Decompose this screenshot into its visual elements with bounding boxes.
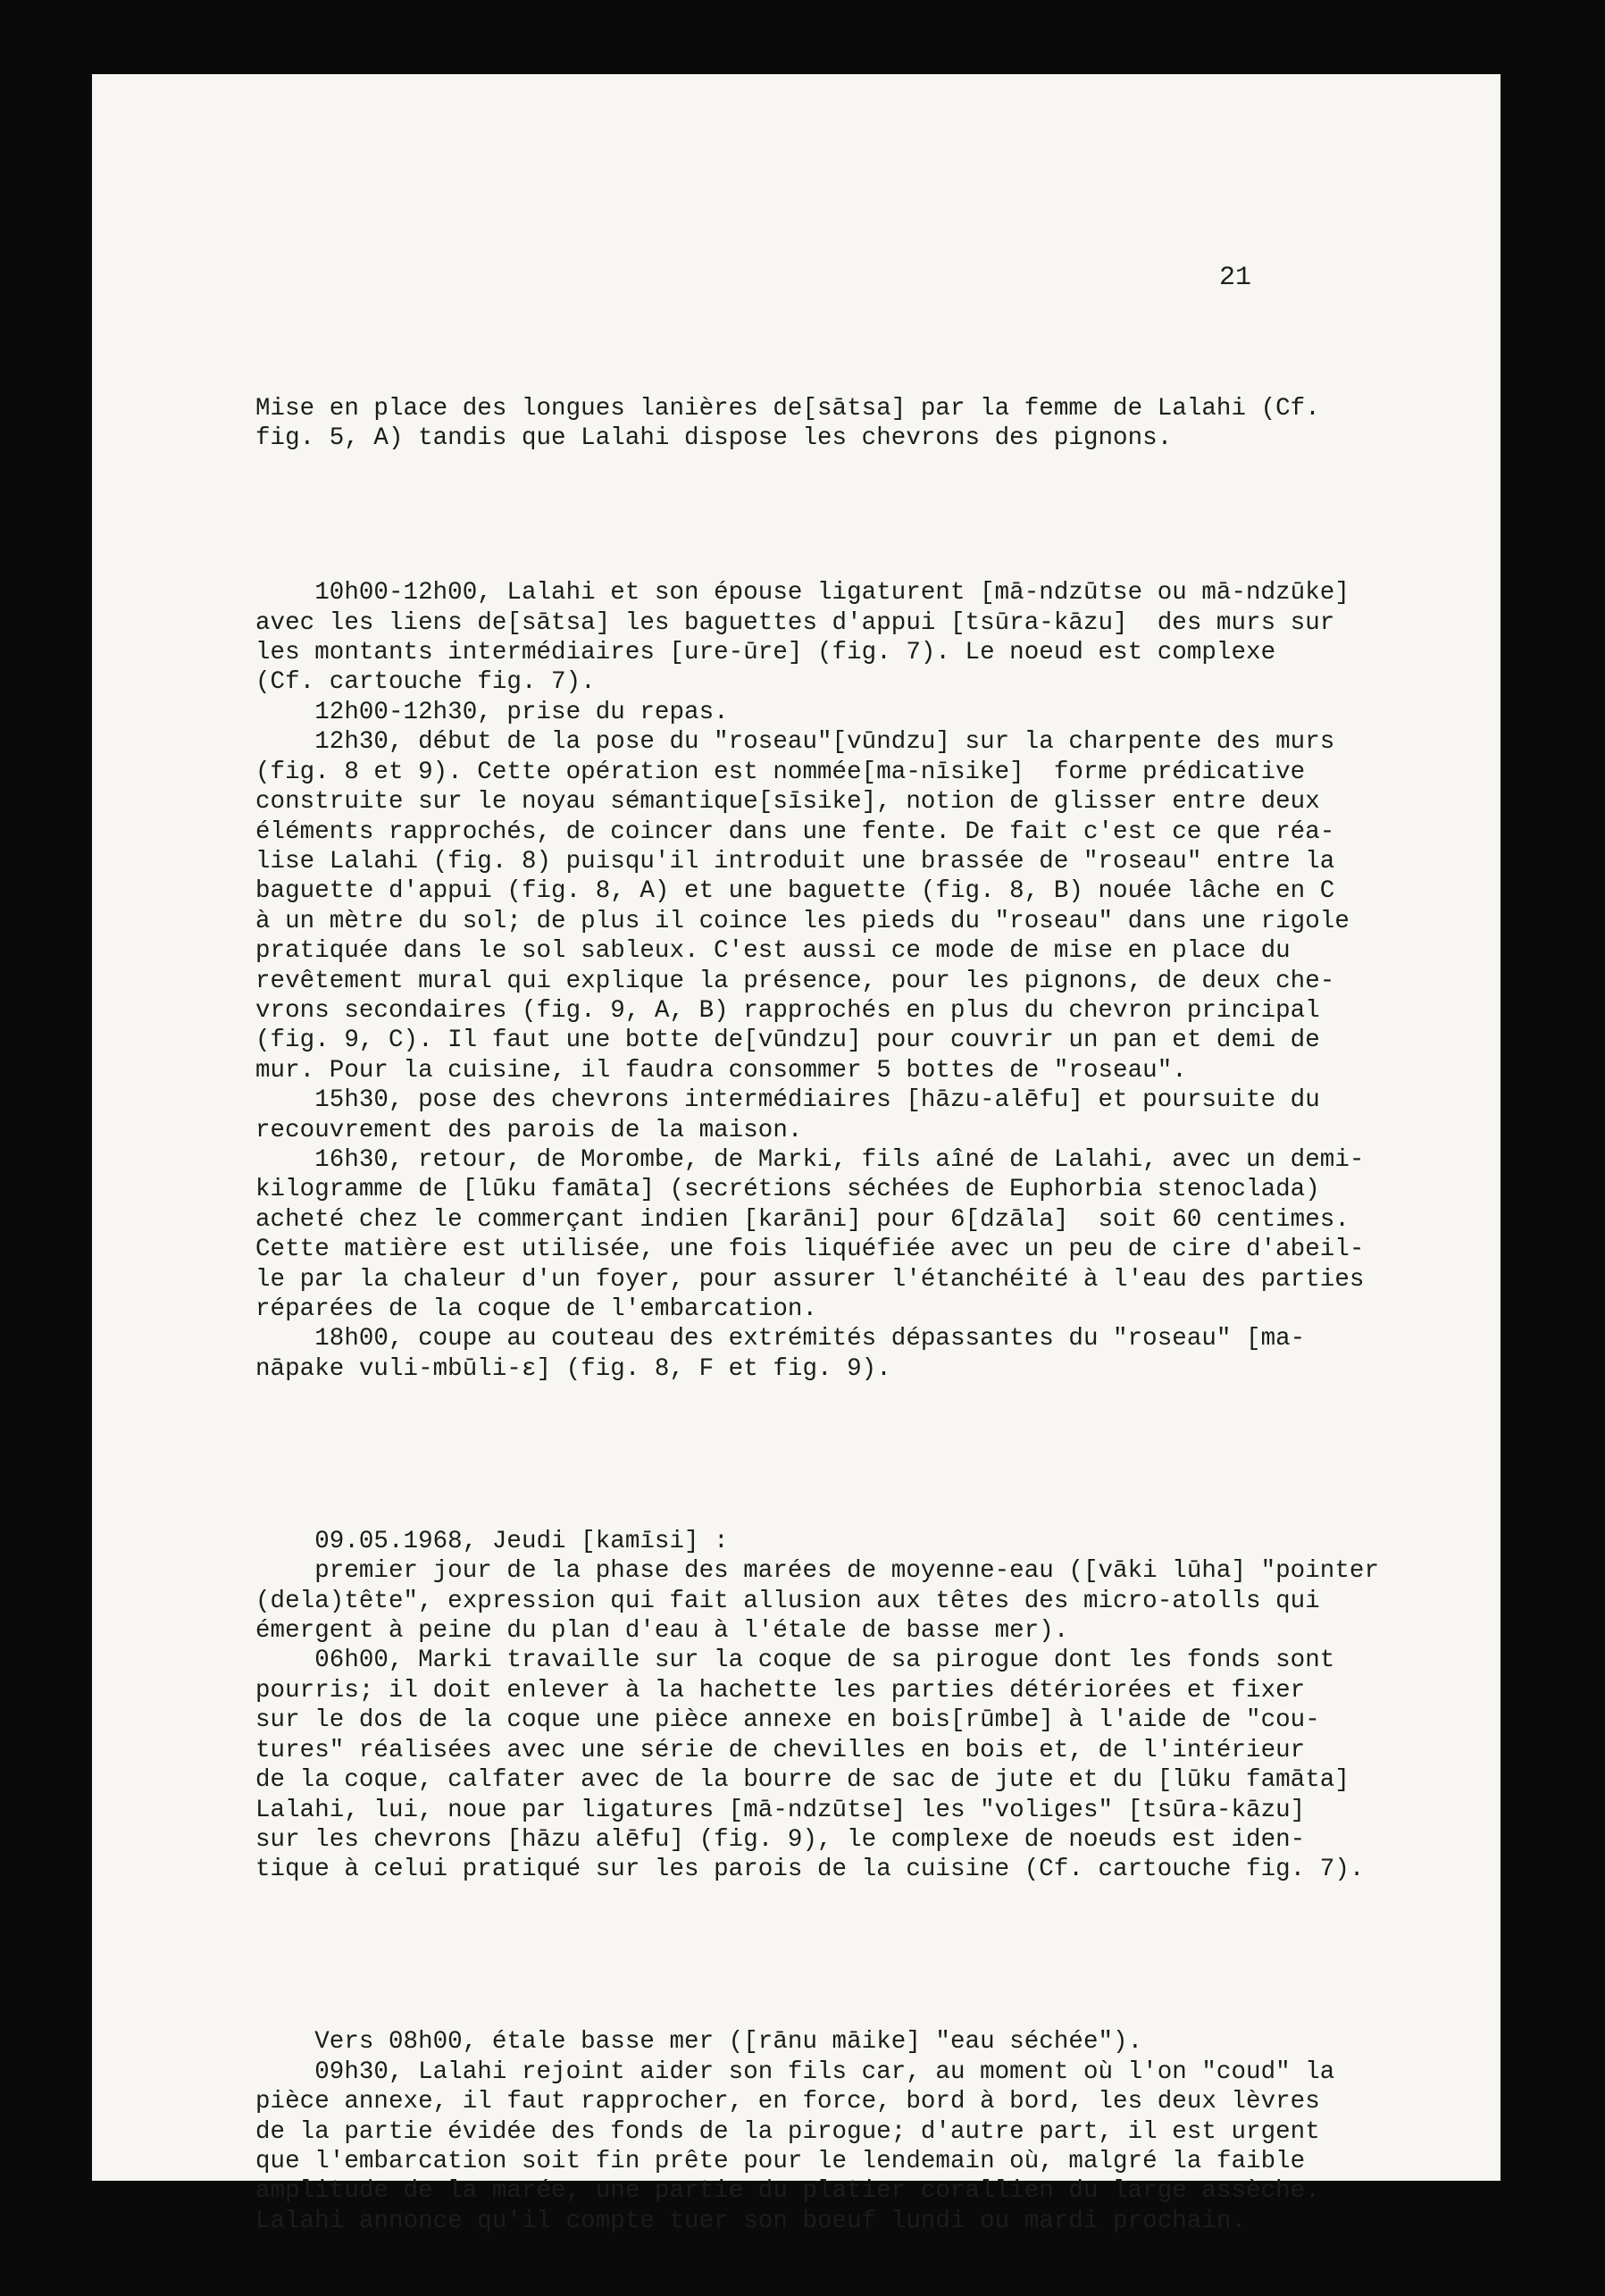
- page-number: 21: [1219, 263, 1252, 293]
- paragraph-3: 09.05.1968, Jeudi [kamīsi] : premier jour de la phase des marées de moyenne-eau ([vāki lūha] "pointer (dela)tête", expression qui fait allusion aux têtes des micro-atolls qui émergent à peine du plan d'eau à l'étale de basse mer). 06h00, Marki travaille sur la coque de sa pirogue dont les fonds sont pourris; il doit enlever à la hachette les parties détériorées et fixer sur le dos de la coque une pièce annexe en bois[rūmbe] à l'aide de "cou- tures" réalisées avec une série de chevilles en bois et, de l'intérieur de la coque, calfater avec de la bourre de sac de jute et du [lūku famāta] Lalahi, lui, noue par ligatures [mā-ndzūtse] les "voliges" [tsūra-kāzu] sur les chevrons [hāzu alēfu] (fig. 9), le complexe de noeuds est iden- tique à celui pratiqué sur les parois de la cuisine (Cf. cartouche fig. 7).: [255, 1527, 1380, 1884]
- paragraph-2: 10h00-12h00, Lalahi et son épouse ligaturent [mā-ndzūtse ou mā-ndzūke] avec les liens de[sātsa] les baguettes d'appui [tsūra-kāzu] des murs sur les montants intermédiaires [ure-ūre] (fig. 7). Le noeud est complexe (Cf. cartouche fig. 7). 12h00-12h30, prise du repas. 12h30, début de la pose du "roseau"[vūndzu] sur la charpente des murs (fig. 8 et 9). Cette opération est nommée[ma-nīsike] forme prédicative construite sur le noyau sémantique[sīsike], notion de glisser entre deux éléments rapprochés, de coincer dans une fente. De fait c'est ce que réa- lise Lalahi (fig. 8) puisqu'il introduit une brassée de "roseau" entre la baguette d'appui (fig. 8, A) et une baguette (fig. 8, B) nouée lâche en C à un mètre du sol; de plus il coince les pieds du "roseau" dans une rigole pratiquée dans le sol sableux. C'est aussi ce mode de mise en place du revêtement mural qui explique la présence, pour les pignons, de deux che- vrons secondaires (fig. 9, A, B) rapprochés en plus du chevron principal (fig. 9, C). Il faut une botte de[vūndzu] pour couvrir un pan et demi de mur. Pour la cuisine, il faudra consommer 5 bottes de "roseau". 15h30, pose des chevrons intermédiaires [hāzu-alēfu] et poursuite du recouvrement des parois de la maison. 16h30, retour, de Morombe, de Marki, fils aîné de Lalahi, avec un demi- kilogramme de [lūku famāta] (secrétions séchées de Euphorbia stenoclada) acheté chez le commerçant indien [karāni] pour 6[dzāla] soit 60 centimes. Cette matière est utilisée, une fois liquéfiée avec un peu de cire d'abeil- le par la chaleur d'un foyer, pour assurer l'étanchéité à l'eau des parties réparées de la coque de l'embarcation. 18h00, coupe au couteau des extrémités dépassantes du "roseau" [ma- nāpake vuli-mbūli-ɛ] (fig. 8, F et fig. 9).: [255, 579, 1365, 1383]
- body-text: [255, 334, 1470, 2296]
- paragraph-4: Vers 08h00, étale basse mer ([rānu māike] "eau séchée"). 09h30, Lalahi rejoint aider son fils car, au moment où l'on "coud" la pièce annexe, il faut rapprocher, en force, bord à bord, les deux lèvres de la partie évidée des fonds de la pirogue; d'autre part, il est urgent que l'embarcation soit fin prête pour le lendemain où, malgré la faible amplitude de la marée, une partie du platier corallien du large assèche. Lalahi annonce qu'il compte tuer son boeuf lundi ou mardi prochain.: [255, 2028, 1335, 2235]
- document-page: [92, 74, 1501, 2235]
- paragraph-1: Mise en place des longues lanières de[sātsa] par la femme de Lalahi (Cf. fig. 5, A) tandis que Lalahi dispose les chevrons des pignons.: [255, 394, 1320, 453]
